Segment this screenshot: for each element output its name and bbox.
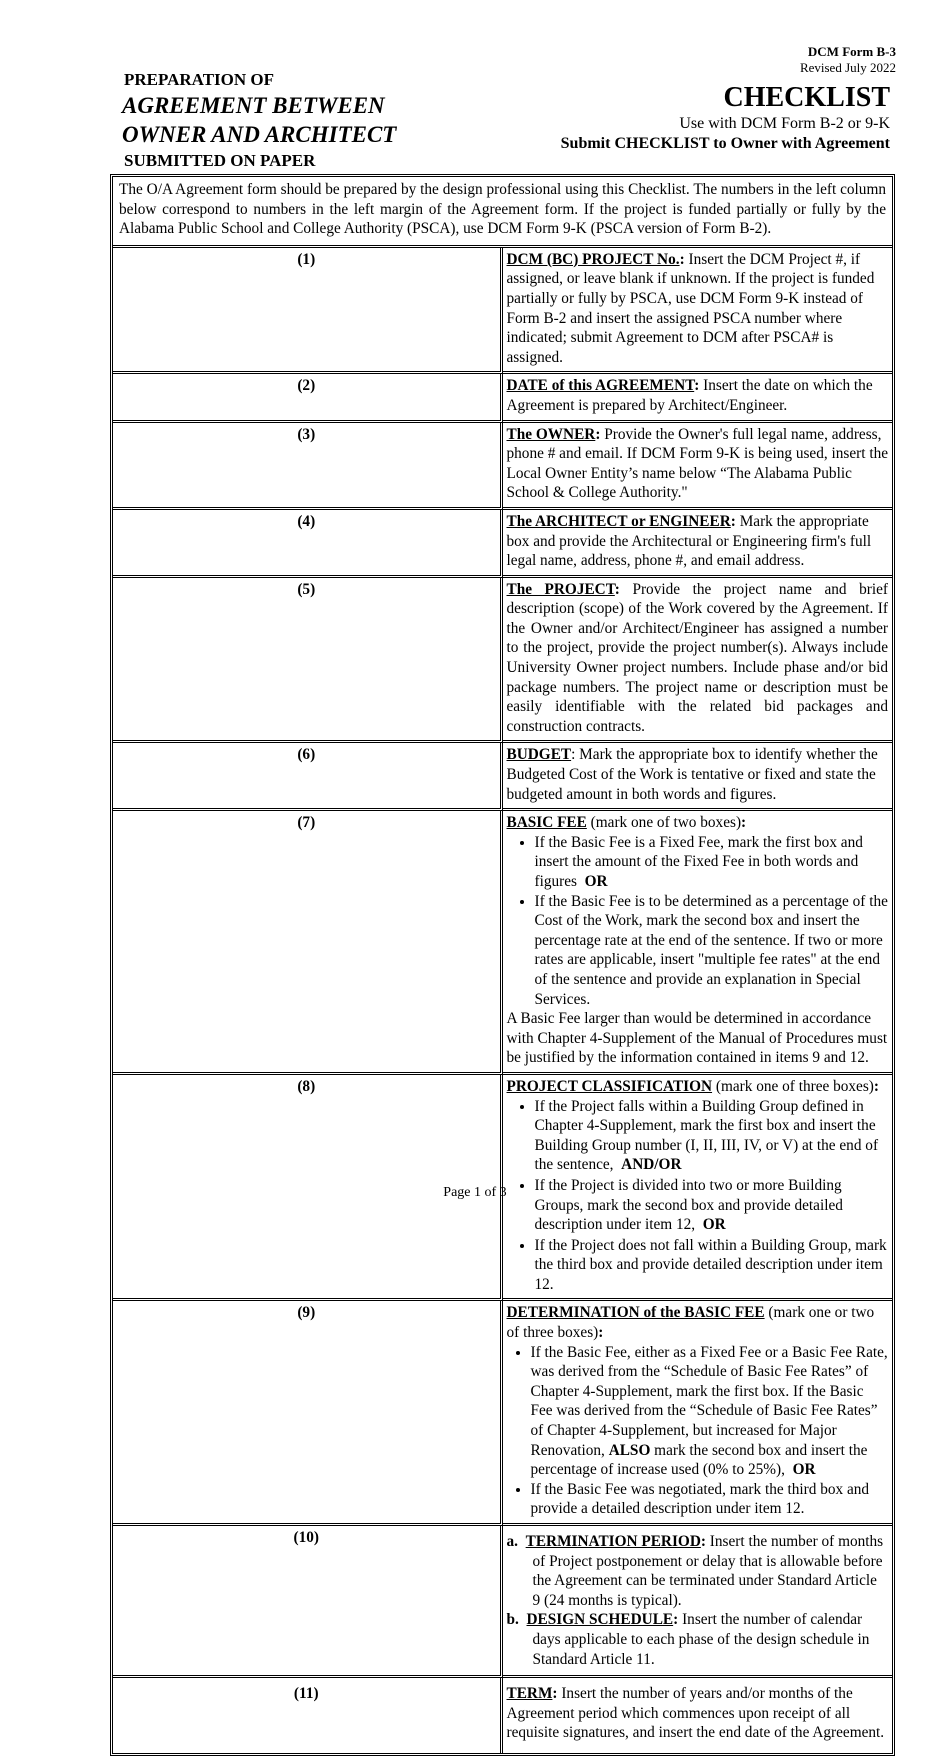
item-number: (8) xyxy=(113,1075,503,1302)
subitem-label: b. xyxy=(506,1611,519,1629)
item-heading: The PROJECT xyxy=(506,580,615,598)
subitem-label: a. xyxy=(506,1533,518,1550)
item-heading: TERM xyxy=(506,1685,553,1703)
bullet-text: If the Project is divided into two or more Building Groups, mark the second box and provide detailed description under item 12, xyxy=(534,1176,843,1234)
item-heading: BUDGET xyxy=(506,746,572,764)
bullet-list xyxy=(507,833,889,1009)
checklist-item-7 xyxy=(113,811,892,1075)
list-item xyxy=(531,1343,889,1480)
item-content: The ARCHITECT or ENGINEER: Mark the appropriate box and provide the Architectural or Engineering firm's full legal name, address, phone #, and email address. xyxy=(503,510,893,578)
page-number: Page 1 of 3 xyxy=(443,1185,507,1200)
item-content: TERM: Insert the number of years and/or months of the Agreement period which commences upon receipt of all requisite signatures, and insert the end date of the Agreement. xyxy=(506,1685,885,1742)
intro-row xyxy=(113,177,892,248)
item-note: A Basic Fee larger than would be determined in accordance with Chapter 4-Supplement of the Manual of Procedures must be justified by the information contained in items 9 and 12. xyxy=(506,1010,888,1067)
list-item xyxy=(535,1097,889,1175)
item-content: The OWNER: Provide the Owner's full legal name, address, phone # and email. If DCM Form 9-K is being used, insert the Local Owner Entity’s name below “The Alabama Public School & College Authority." xyxy=(503,423,893,510)
form-id: DCM Form B-3 xyxy=(807,44,896,59)
bullet-text: If the Basic Fee was negotiated, mark the third box and provide a detailed description under item 12. xyxy=(530,1480,870,1518)
list-item xyxy=(535,892,889,1010)
item-number: (5) xyxy=(113,578,503,744)
item-number: (2) xyxy=(113,374,503,422)
subitem-b: b. DESIGN SCHEDULE: Insert the number of calendar days applicable to each phase of the design schedule in Standard Article 11. xyxy=(506,1611,870,1668)
item-heading: The ARCHITECT or ENGINEER xyxy=(506,512,731,530)
title-agreement-line1: AGREEMENT BETWEEN xyxy=(122,93,385,118)
list-item xyxy=(531,1480,889,1519)
item-content xyxy=(503,743,893,811)
item-text: Provide the project name and brief description (scope) of the Work covered by the Agreement. If the Owner and/or Architect/Engineer has assigned a number to the project, provide the project number(s). Always include University Owner project numbers. Include phase and/or bid package numbers. The project name or description must be easily identifiable with the related bid packages and construction contracts. xyxy=(506,580,888,735)
item-heading: DATE of this AGREEMENT xyxy=(506,377,695,395)
bullet-text: If the Basic Fee is to be determined as a percentage of the Cost of the Work, mark the second box and insert the percentage rate at the end of the sentence. If two or more rates are applicable, insert "multiple fee rates" at the end of the sentence and provide an explanation in Special Services. xyxy=(534,892,888,1008)
item-text: Insert the number of months of Project postponement or delay that is allowable before the Agreement can be terminated under Standard Article 9 (24 months is typical). xyxy=(532,1533,884,1609)
bullet-list xyxy=(507,1343,889,1519)
title-agreement-line2: OWNER AND ARCHITECT xyxy=(122,122,397,147)
title-prep: PREPARATION OF xyxy=(124,70,275,89)
checklist-item-10 xyxy=(113,1526,892,1678)
checklist-item-2 xyxy=(113,374,892,422)
item-number: (4) xyxy=(113,510,503,578)
item-text: : Mark the appropriate box to identify whether the Budgeted Cost of the Work is tentative or fixed and state the budgeted amount in both words and figures. xyxy=(506,746,878,803)
item-text: Mark the appropriate box and provide the Architectural or Engineering firm's full legal name, address, phone #, and email address. xyxy=(506,512,872,570)
item-subheading: (mark one of two boxes) xyxy=(586,814,742,832)
item-number: (9) xyxy=(113,1301,503,1526)
item-subheading: (mark one or two of three boxes) xyxy=(506,1304,875,1342)
bullet-emphasis: ALSO xyxy=(608,1441,651,1459)
item-heading: DESIGN SCHEDULE xyxy=(526,1611,674,1629)
bullet-emphasis: OR xyxy=(702,1216,726,1234)
item-number: (7) xyxy=(113,811,503,1075)
use-with-note: Use with DCM Form B-2 or 9-K xyxy=(679,115,890,132)
item-content: The PROJECT: Provide the project name and brief description (scope) of the Work covered by the Agreement. If the Owner and/or Architect/Engineer has assigned a number to the project, provide the project number(s). Always include University Owner project numbers. Include phase and/or bid package numbers. The project name or description must be easily identifiable with the related bid packages and construction contracts. xyxy=(503,578,893,744)
checklist-table xyxy=(110,174,895,1756)
item-text: Provide the Owner's full legal name, address, phone # and email. If DCM Form 9-K is being used, insert the Local Owner Entity’s name below “The Alabama Public School & College Authority." xyxy=(506,425,889,502)
item-text: Insert the date on which the Agreement is prepared by Architect/Engineer. xyxy=(506,377,873,414)
item-heading: DCM (BC) PROJECT No. xyxy=(506,250,680,268)
item-number: (1) xyxy=(113,248,503,375)
item-number: (11) xyxy=(113,1678,503,1753)
item-text: Insert the DCM Project #, if assigned, or leave blank if unknown. If the project is funded partially or fully by PSCA, use DCM Form 9-K instead of Form B-2 and insert the assigned PSCA number where indicated; submit Agreement to DCM after PSCA# is assigned. xyxy=(506,250,875,366)
item-content: PROJECT CLASSIFICATION (mark one of three boxes): • If the Project falls within a Building Group defined in Chapter 4-Supplement, mark the first box and insert the Building Group number (I, II, III, IV, or V) at the end of the sentence, AND/OR • If the Project is divided into two or more Building Groups, mark the second box and provide detailed description under item 12, OR • If the Project does not fall within a Building Group, mark the third box and provide detailed description under item 12. xyxy=(503,1075,893,1302)
item-content: DCM (BC) PROJECT No.: Insert the DCM Project #, if assigned, or leave blank if unknown. If the project is funded partially or fully by PSCA, use DCM Form 9-K instead of Form B-2 and insert the assigned PSCA number where indicated; submit Agreement to DCM after PSCA# is assigned. xyxy=(503,248,893,375)
item-content: BASIC FEE (mark one of two boxes): • If the Basic Fee is a Fixed Fee, mark the first box and insert the amount of the Fixed Fee in both words and figures OR • If the Basic Fee is to be determined as a percentage of the Cost of the Work, mark the second box and insert the percentage rate at the end of the sentence. If two or more rates are applicable, insert "multiple fee rates" at the end of the sentence and provide an explanation in Special Services. A Basic Fee larger than would be determined in accordance with Chapter 4-Supplement of the Manual of Procedures must be justified by the information contained in items 9 and 12. xyxy=(503,811,893,1075)
revised-date: Revised July 2022 xyxy=(799,60,896,75)
bullet-emphasis: AND/OR xyxy=(621,1156,682,1174)
list-item xyxy=(535,1236,889,1295)
item-heading: The OWNER xyxy=(506,425,596,443)
bullet-emphasis: OR xyxy=(792,1461,816,1479)
intro-text: The O/A Agreement form should be prepared by the design professional using this Checklist. The numbers in the left column below correspond to numbers in the left margin of the Agreement form. If the project is funded partially or fully by the Alabama Public School and College Authority (PSCA), use DCM Form 9-K (PSCA version of Form B-2). xyxy=(113,177,892,248)
item-number: (6) xyxy=(113,743,503,811)
item-heading: TERMINATION PERIOD xyxy=(525,1533,701,1550)
item-text: Insert the number of years and/or months of the Agreement period which commences upon receipt of all requisite signatures, and insert the end date of the Agreement. xyxy=(506,1685,885,1742)
bullet-text: If the Project does not fall within a Building Group, mark the third box and provide detailed description under item 12. xyxy=(534,1236,887,1293)
item-heading: BASIC FEE xyxy=(506,814,587,832)
item-content xyxy=(503,1526,893,1678)
item-heading: DETERMINATION of the BASIC FEE xyxy=(506,1304,765,1322)
bullet-text: If the Project falls within a Building Group defined in Chapter 4-Supplement, mark the first box and insert the Building Group number (I, II, III, IV, or V) at the end of the sentence, xyxy=(534,1097,879,1174)
submit-note: Submit CHECKLIST to Owner with Agreement xyxy=(560,135,890,152)
bullet-emphasis: OR xyxy=(584,873,608,890)
item-number: (3) xyxy=(113,423,503,510)
checklist-item-6 xyxy=(113,743,892,811)
bullet-text: mark the second box and insert the percentage of increase used (0% to 25%), xyxy=(530,1441,868,1479)
checklist-item-3 xyxy=(113,423,892,510)
checklist-item-4 xyxy=(113,510,892,578)
bullet-text: If the Basic Fee, either as a Fixed Fee or a Basic Fee Rate, was derived from the “Schedule of Basic Fee Rates” of Chapter 4-Supplement, mark the first box. If the Basic Fee was derived from the “Schedule of Basic Fee Rates” of Chapter 4-Supplement, but increased for Major Renovation, xyxy=(530,1343,888,1459)
bullet-text: If the Basic Fee is a Fixed Fee, mark the first box and insert the amount of the Fixed Fee in both words and figures xyxy=(534,833,863,890)
item-number: (10) xyxy=(113,1526,503,1678)
item-content: DATE of this AGREEMENT: Insert the date on which the Agreement is prepared by Architect/Engineer. xyxy=(503,374,893,422)
item-text: Insert the number of calendar days applicable to each phase of the design schedule in Standard Article 11. xyxy=(532,1611,870,1668)
checklist-item-5 xyxy=(113,578,892,744)
checklist-item-1 xyxy=(113,248,892,375)
item-subheading: (mark one of three boxes) xyxy=(712,1077,874,1095)
subitem-a: a. TERMINATION PERIOD: Insert the number of months of Project postponement or delay that is allowable before the Agreement can be terminated under Standard Article 9 (24 months is typical). xyxy=(506,1533,884,1609)
checklist-item-9 xyxy=(113,1301,892,1526)
item-content: DETERMINATION of the BASIC FEE (mark one or two of three boxes): • If the Basic Fee, either as a Fixed Fee or a Basic Fee Rate, was derived from the “Schedule of Basic Fee Rates” of Chapter 4-Supplement, mark the first box. If the Basic Fee was derived from the “Schedule of Basic Fee Rates” of Chapter 4-Supplement, but increased for Major Renovation, ALSO mark the second box and insert the percentage of increase used (0% to 25%), OR • If the Basic Fee was negotiated, mark the third box and provide a detailed description under item 12. xyxy=(503,1301,893,1526)
list-item xyxy=(535,833,889,892)
title-submitted: SUBMITTED ON PAPER xyxy=(124,151,316,170)
title-agreement xyxy=(122,91,396,149)
checklist-item-11 xyxy=(113,1678,892,1753)
checklist-title: CHECKLIST xyxy=(723,82,890,113)
item-heading: PROJECT CLASSIFICATION xyxy=(506,1077,713,1095)
